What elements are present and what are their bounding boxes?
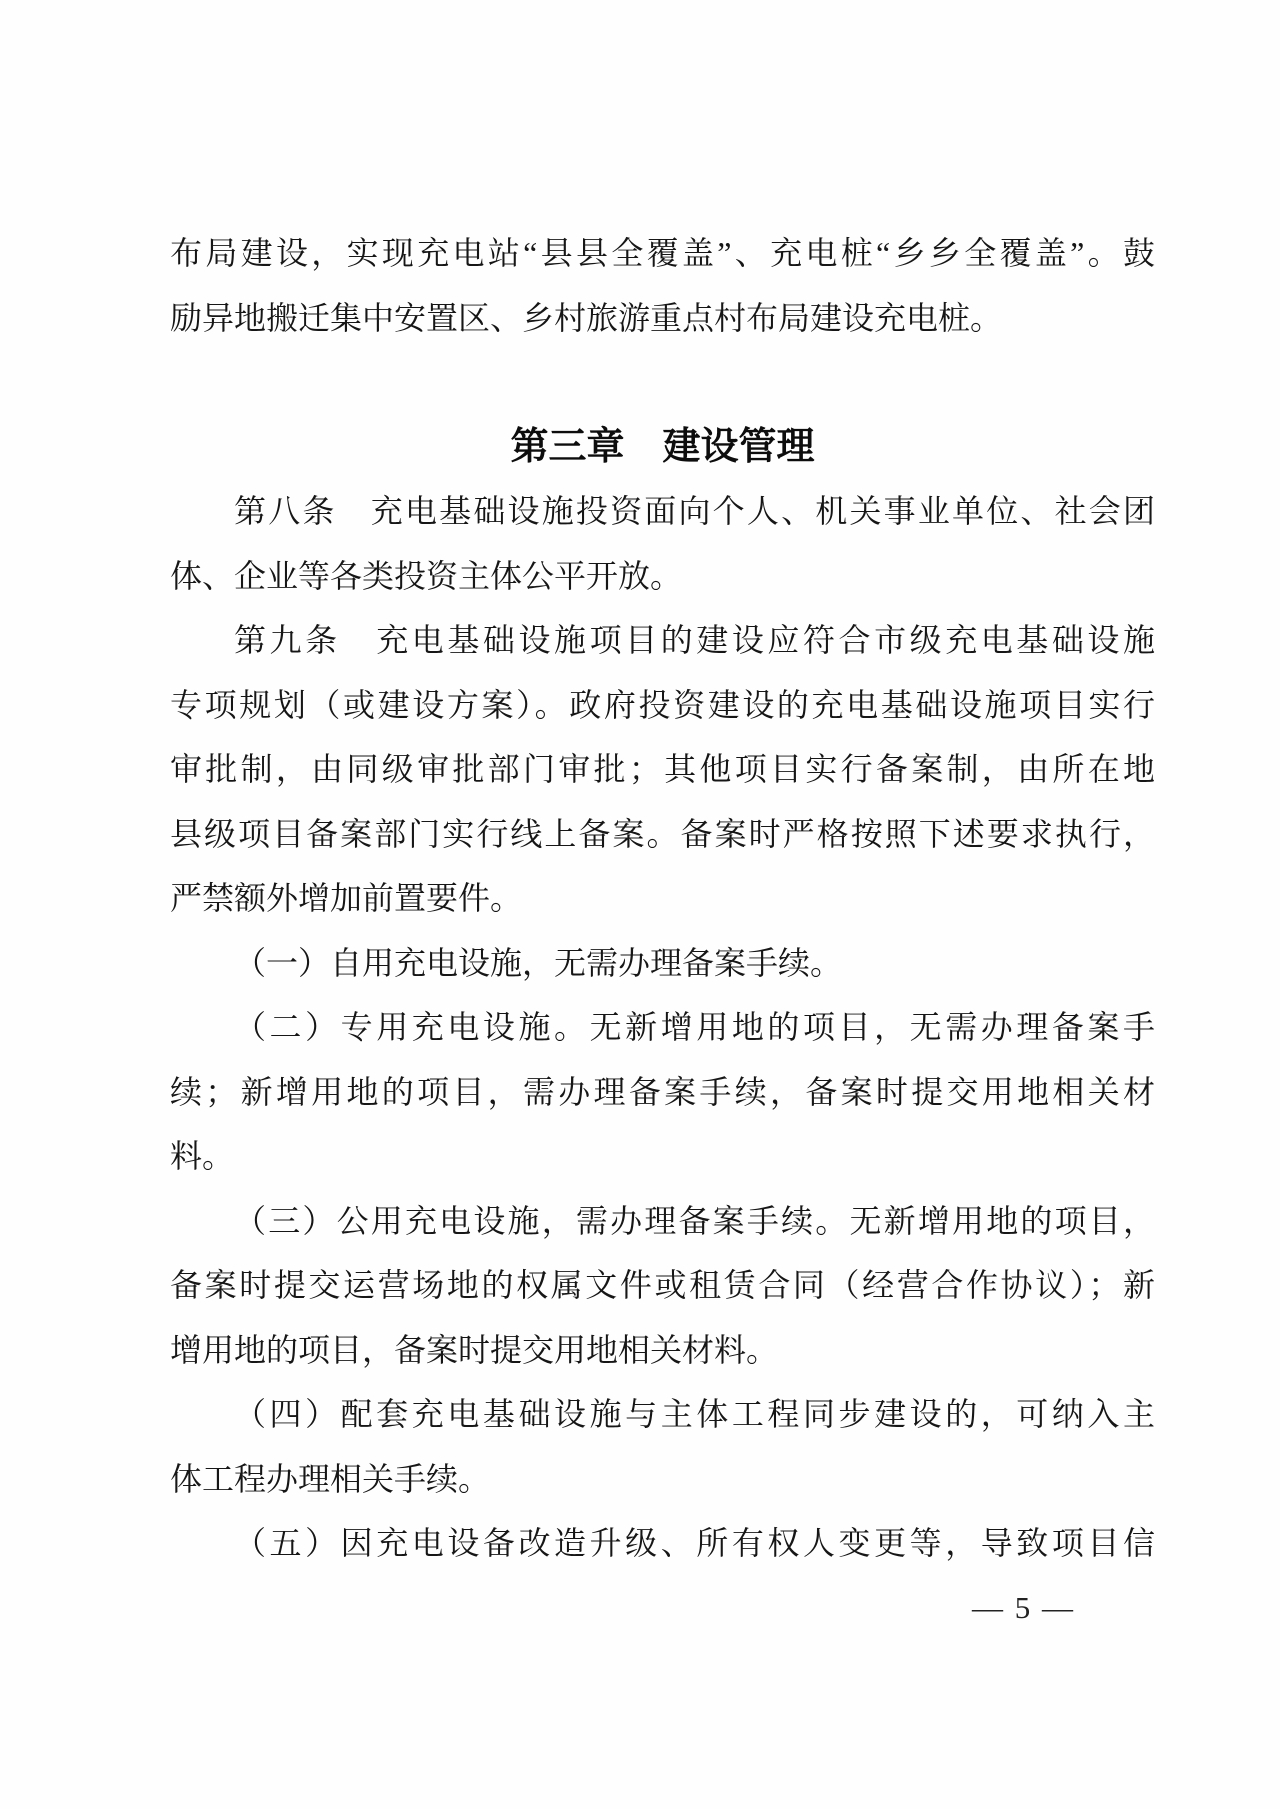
page-number: — 5 — [972,1590,1075,1625]
text-line: （三）公用充电设施，需办理备案手续。无新增用地的项目， [234,1202,1155,1239]
text-line: 审批制，由同级审批部门审批；其他项目实行备案制，由所在地 [170,751,1155,787]
text-line: 布局建设，实现充电站“县县全覆盖”、充电桩“乡乡全覆盖”。鼓 [170,235,1155,271]
text-line: （二）专用充电设施。无新增用地的项目，无需办理备案手 [234,1009,1155,1045]
page-footer [0,1590,1280,1626]
text-line: 专项规划（或建设方案）。政府投资建设的充电基础设施项目实行 [170,686,1155,723]
text-line: 增用地的项目，备案时提交用地相关材料。 [170,1331,779,1368]
text-line: 励异地搬迁集中安置区、乡村旅游重点村布局建设充电桩。 [170,299,1003,336]
document-content [170,221,1155,1576]
text-line: （一）自用充电设施，无需办理备案手续。 [234,944,843,981]
text-line: （四）配套充电基础设施与主体工程同步建设的，可纳入主 [234,1396,1155,1432]
chapter-heading: 第三章 建设管理 [510,425,815,468]
text-line: 县级项目备案部门实行线上备案。备案时严格按照下述要求执行， [170,815,1155,852]
text-line: 料。 [170,1138,235,1174]
text-line: 体、企业等各类投资主体公平开放。 [170,557,683,594]
text-line: 体工程办理相关手续。 [170,1460,491,1497]
text-line: （五）因充电设备改造升级、所有权人变更等，导致项目信 [234,1525,1155,1561]
text-line: 严禁额外增加前置要件。 [170,880,523,916]
text-line: 第八条 充电基础设施投资面向个人、机关事业单位、社会团 [234,493,1155,529]
text-line: 第九条 充电基础设施项目的建设应符合市级充电基础设施 [234,622,1155,658]
spacer-line [170,350,1155,415]
text-line: 续；新增用地的项目，需办理备案手续，备案时提交用地相关材 [170,1073,1155,1110]
text-line: 备案时提交运营场地的权属文件或租赁合同（经营合作协议）；新 [170,1267,1155,1303]
